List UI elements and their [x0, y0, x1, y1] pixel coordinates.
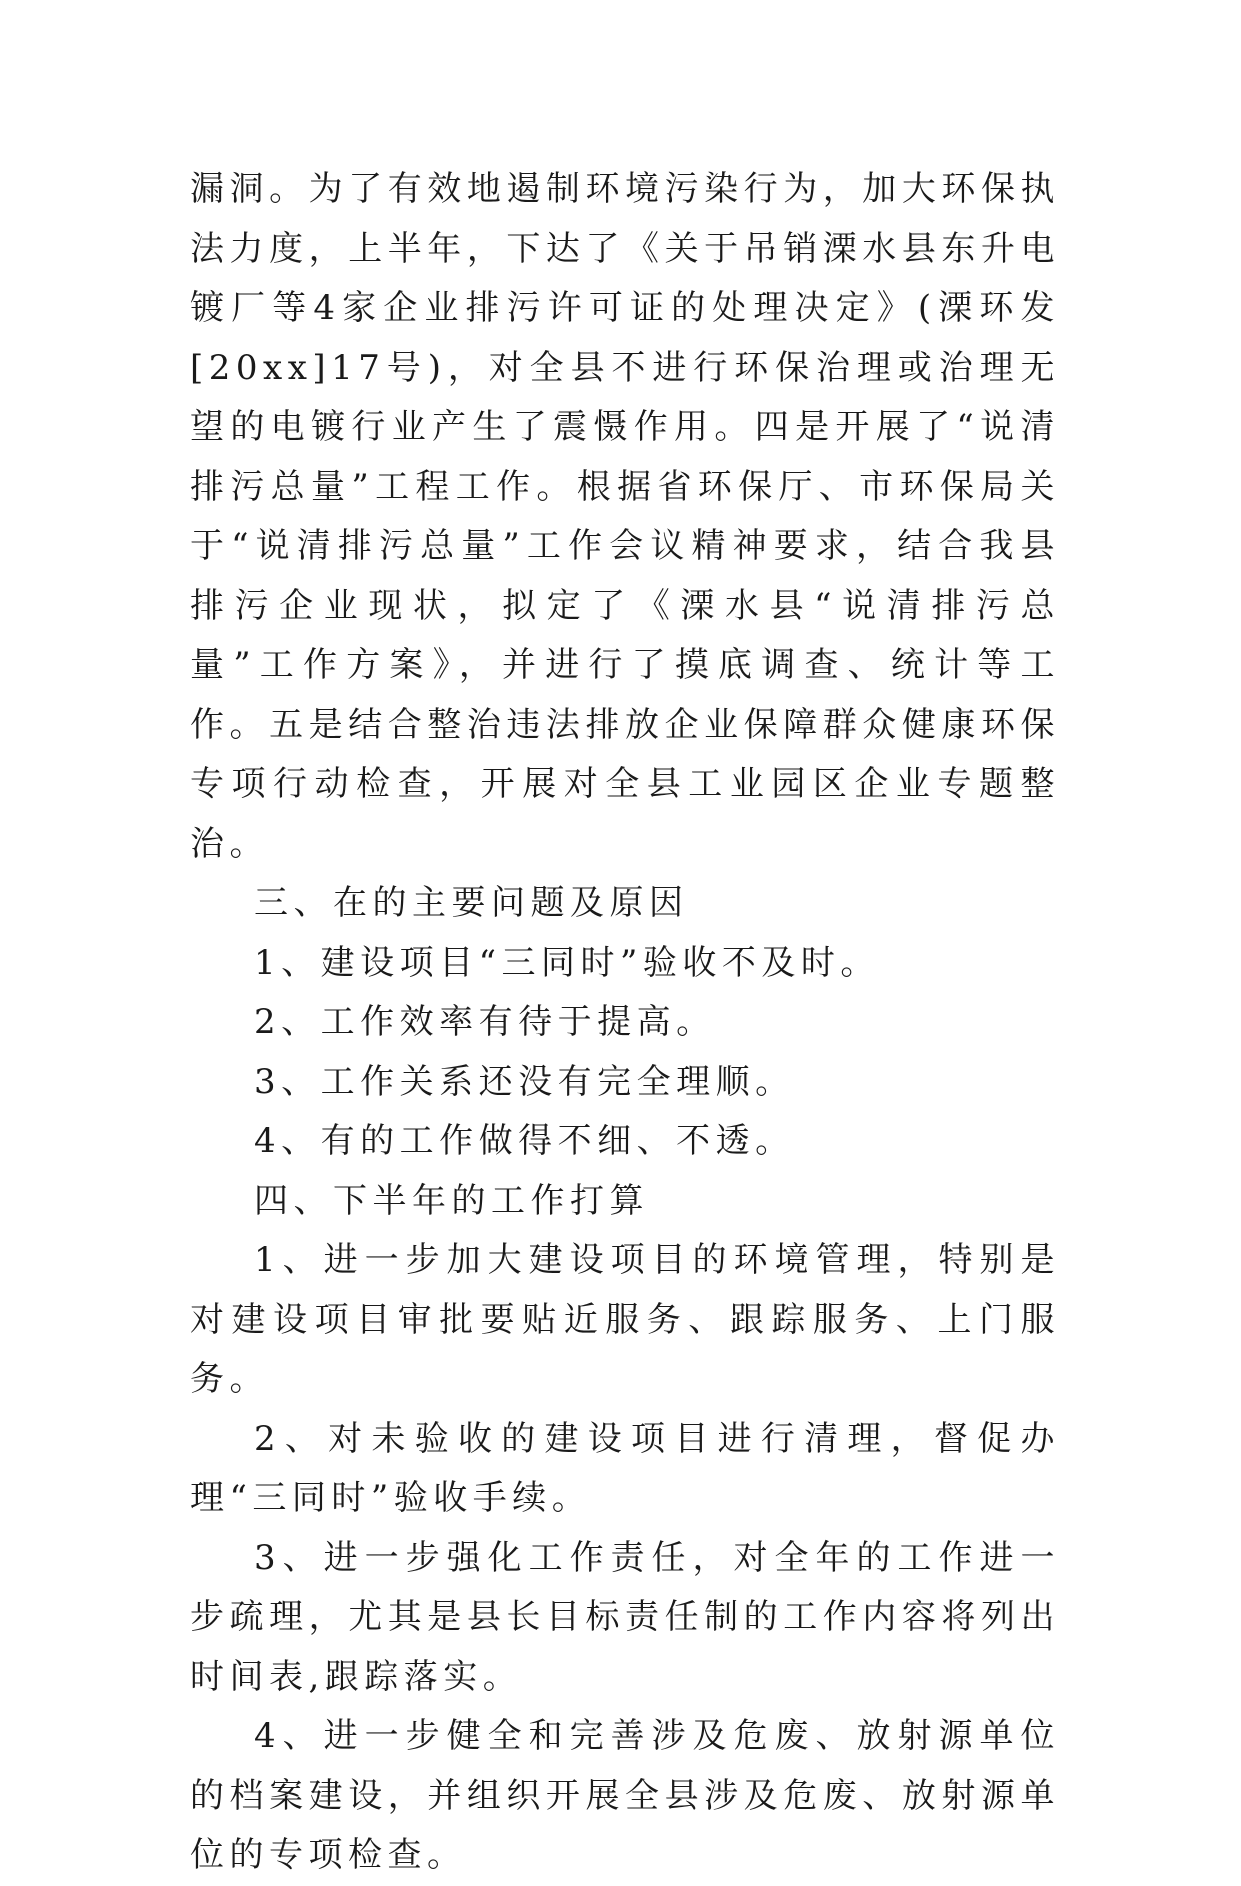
- problem-item-2: 2、工作效率有待于提高。: [254, 1002, 716, 1042]
- plan-item-4: 4、进一步健全和完善涉及危废、放射源单位的档案建设，并组织开展全县涉及危废、放射源单位的专项检查。: [190, 1716, 1060, 1875]
- problem-item-1: 1、建设项目“三同时”验收不及时。: [254, 942, 880, 983]
- plan-item-1: 1、进一步加大建设项目的环境管理，特别是对建设项目审批要贴近服务、跟踪服务、上门服务。: [190, 1240, 1060, 1399]
- problem-item-3: 3、工作关系还没有完全理顺。: [254, 1061, 795, 1102]
- document-body: [190, 160, 1060, 1886]
- section-heading-problems: 三、在的主要问题及原因: [254, 883, 689, 923]
- problem-item-4: 4、有的工作做得不细、不透。: [254, 1121, 795, 1161]
- section-heading-plans: 四、下半年的工作打算: [254, 1180, 649, 1221]
- paragraph-continuation: 漏洞。为了有效地遏制环境污染行为，加大环保执法力度，上半年，下达了《关于吊销溧水县东升电镀厂等4家企业排污许可证的处理决定》(溧环发[20xx]17号)，对全县不进行环保治理或治理无望的电镀行业产生了震慑作用。四是开展了“说清排污总量”工程工作。根据省环保厅、市环保局关于“说清排污总量”工作会议精神要求，结合我县排污企业现状，拟定了《溧水县“说清排污总量”工作方案》，并进行了摸底调查、统计等工作。五是结合整治违法排放企业保障群众健康环保专项行动检查，开展对全县工业园区企业专题整治。: [190, 169, 1060, 864]
- plan-item-2: 2、对未验收的建设项目进行清理，督促办理“三同时”验收手续。: [190, 1418, 1060, 1518]
- plan-item-3: 3、进一步强化工作责任，对全年的工作进一步疏理，尤其是县长目标责任制的工作内容将列出时间表,跟踪落实。: [190, 1537, 1060, 1697]
